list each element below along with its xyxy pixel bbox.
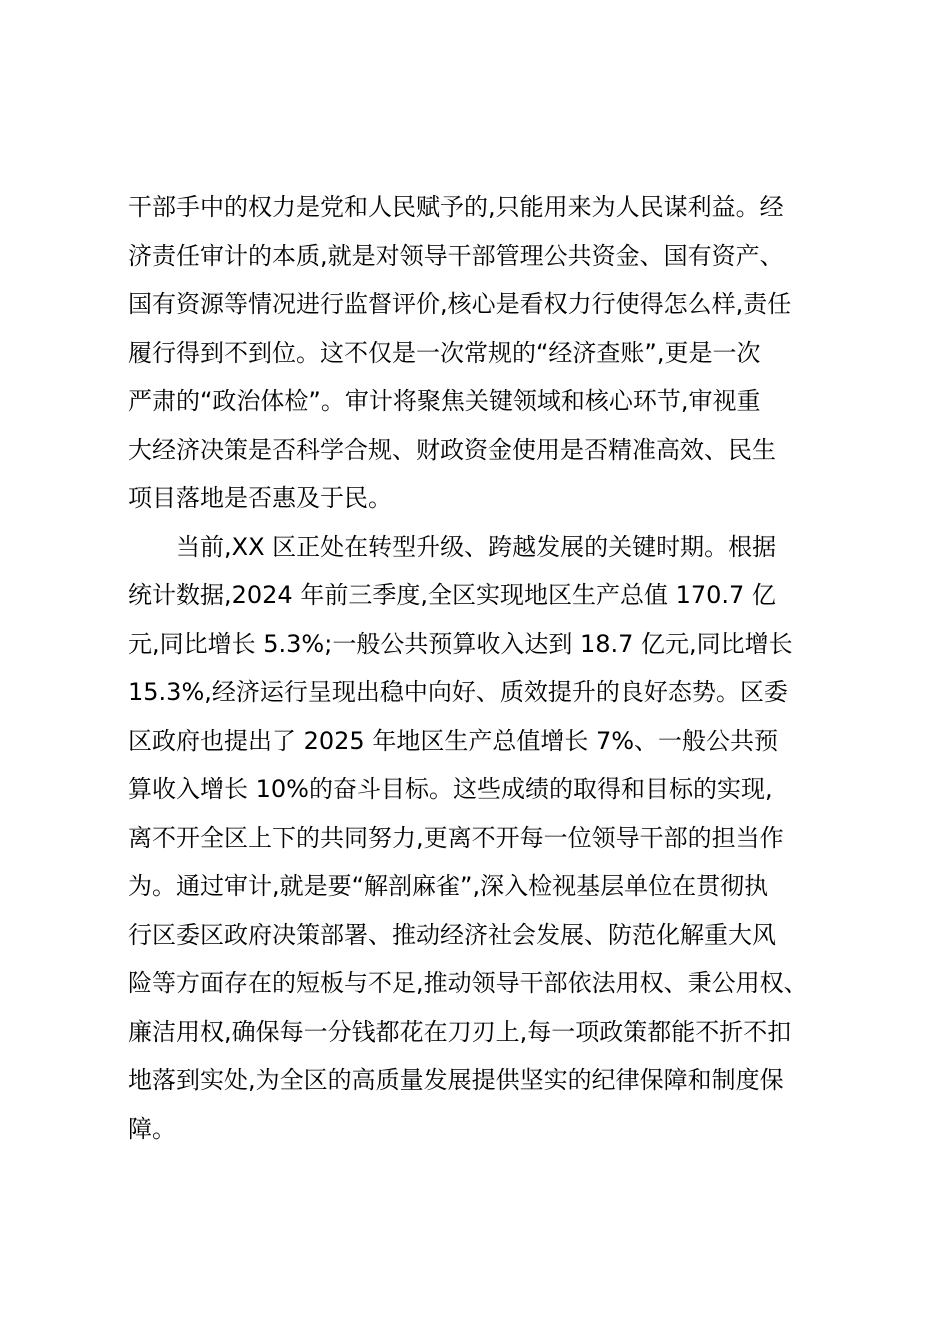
text-line: 项目落地是否惠及于民。	[128, 484, 392, 512]
body-text	[128, 183, 848, 1153]
text-line: 国有资源等情况进行监督评价,核心是看权力行使得怎么样,责任	[128, 290, 792, 318]
text-line: 当前,XX 区正处在转型升级、跨越发展的关键时期。根据	[128, 532, 777, 561]
text-line: 行区委区政府决策部署、推动经济社会发展、防范化解重大风	[128, 920, 776, 949]
text-line: 算收入增长 10%的奋斗目标。这些成绩的取得和目标的实现,	[128, 775, 773, 803]
text-line: 地落到实处,为全区的高质量发展提供坚实的纪律保障和制度保	[128, 1066, 784, 1094]
text-line: 障。	[128, 1114, 176, 1143]
text-line: 干部手中的权力是党和人民赋予的,只能用来为人民谋利益。经	[128, 193, 784, 221]
text-line: 履行得到不到位。这不仅是一次常规的“经济查账”,更是一次	[128, 338, 761, 367]
text-line: 大经济决策是否科学合规、财政资金使用是否精准高效、民生	[128, 435, 776, 464]
text-line: 险等方面存在的短板与不足,推动领导干部依法用权、秉公用权、	[128, 969, 808, 997]
text-line: 区政府也提出了 2025 年地区生产总值增长 7%、一般公共预	[128, 726, 779, 755]
text-line: 15.3%,经济运行呈现出稳中向好、质效提升的良好态势。区委	[128, 678, 788, 706]
text-line: 统计数据,2024 年前三季度,全区实现地区生产总值 170.7 亿	[128, 581, 776, 609]
text-line: 严肃的“政治体检”。审计将聚焦关键领域和核心环节,审视重	[128, 387, 761, 415]
text-line: 元,同比增长 5.3%;一般公共预算收入达到 18.7 亿元,同比增长	[128, 629, 793, 658]
text-line: 廉洁用权,确保每一分钱都花在刀刃上,每一项政策都能不折不扣	[128, 1017, 792, 1046]
text-line: 为。通过审计,就是要“解剖麻雀”,深入检视基层单位在贯彻执	[128, 872, 769, 900]
text-line: 离不开全区上下的共同努力,更离不开每一位领导干部的担当作	[128, 823, 784, 852]
text-line: 济责任审计的本质,就是对领导干部管理公共资金、国有资产、	[128, 241, 784, 270]
